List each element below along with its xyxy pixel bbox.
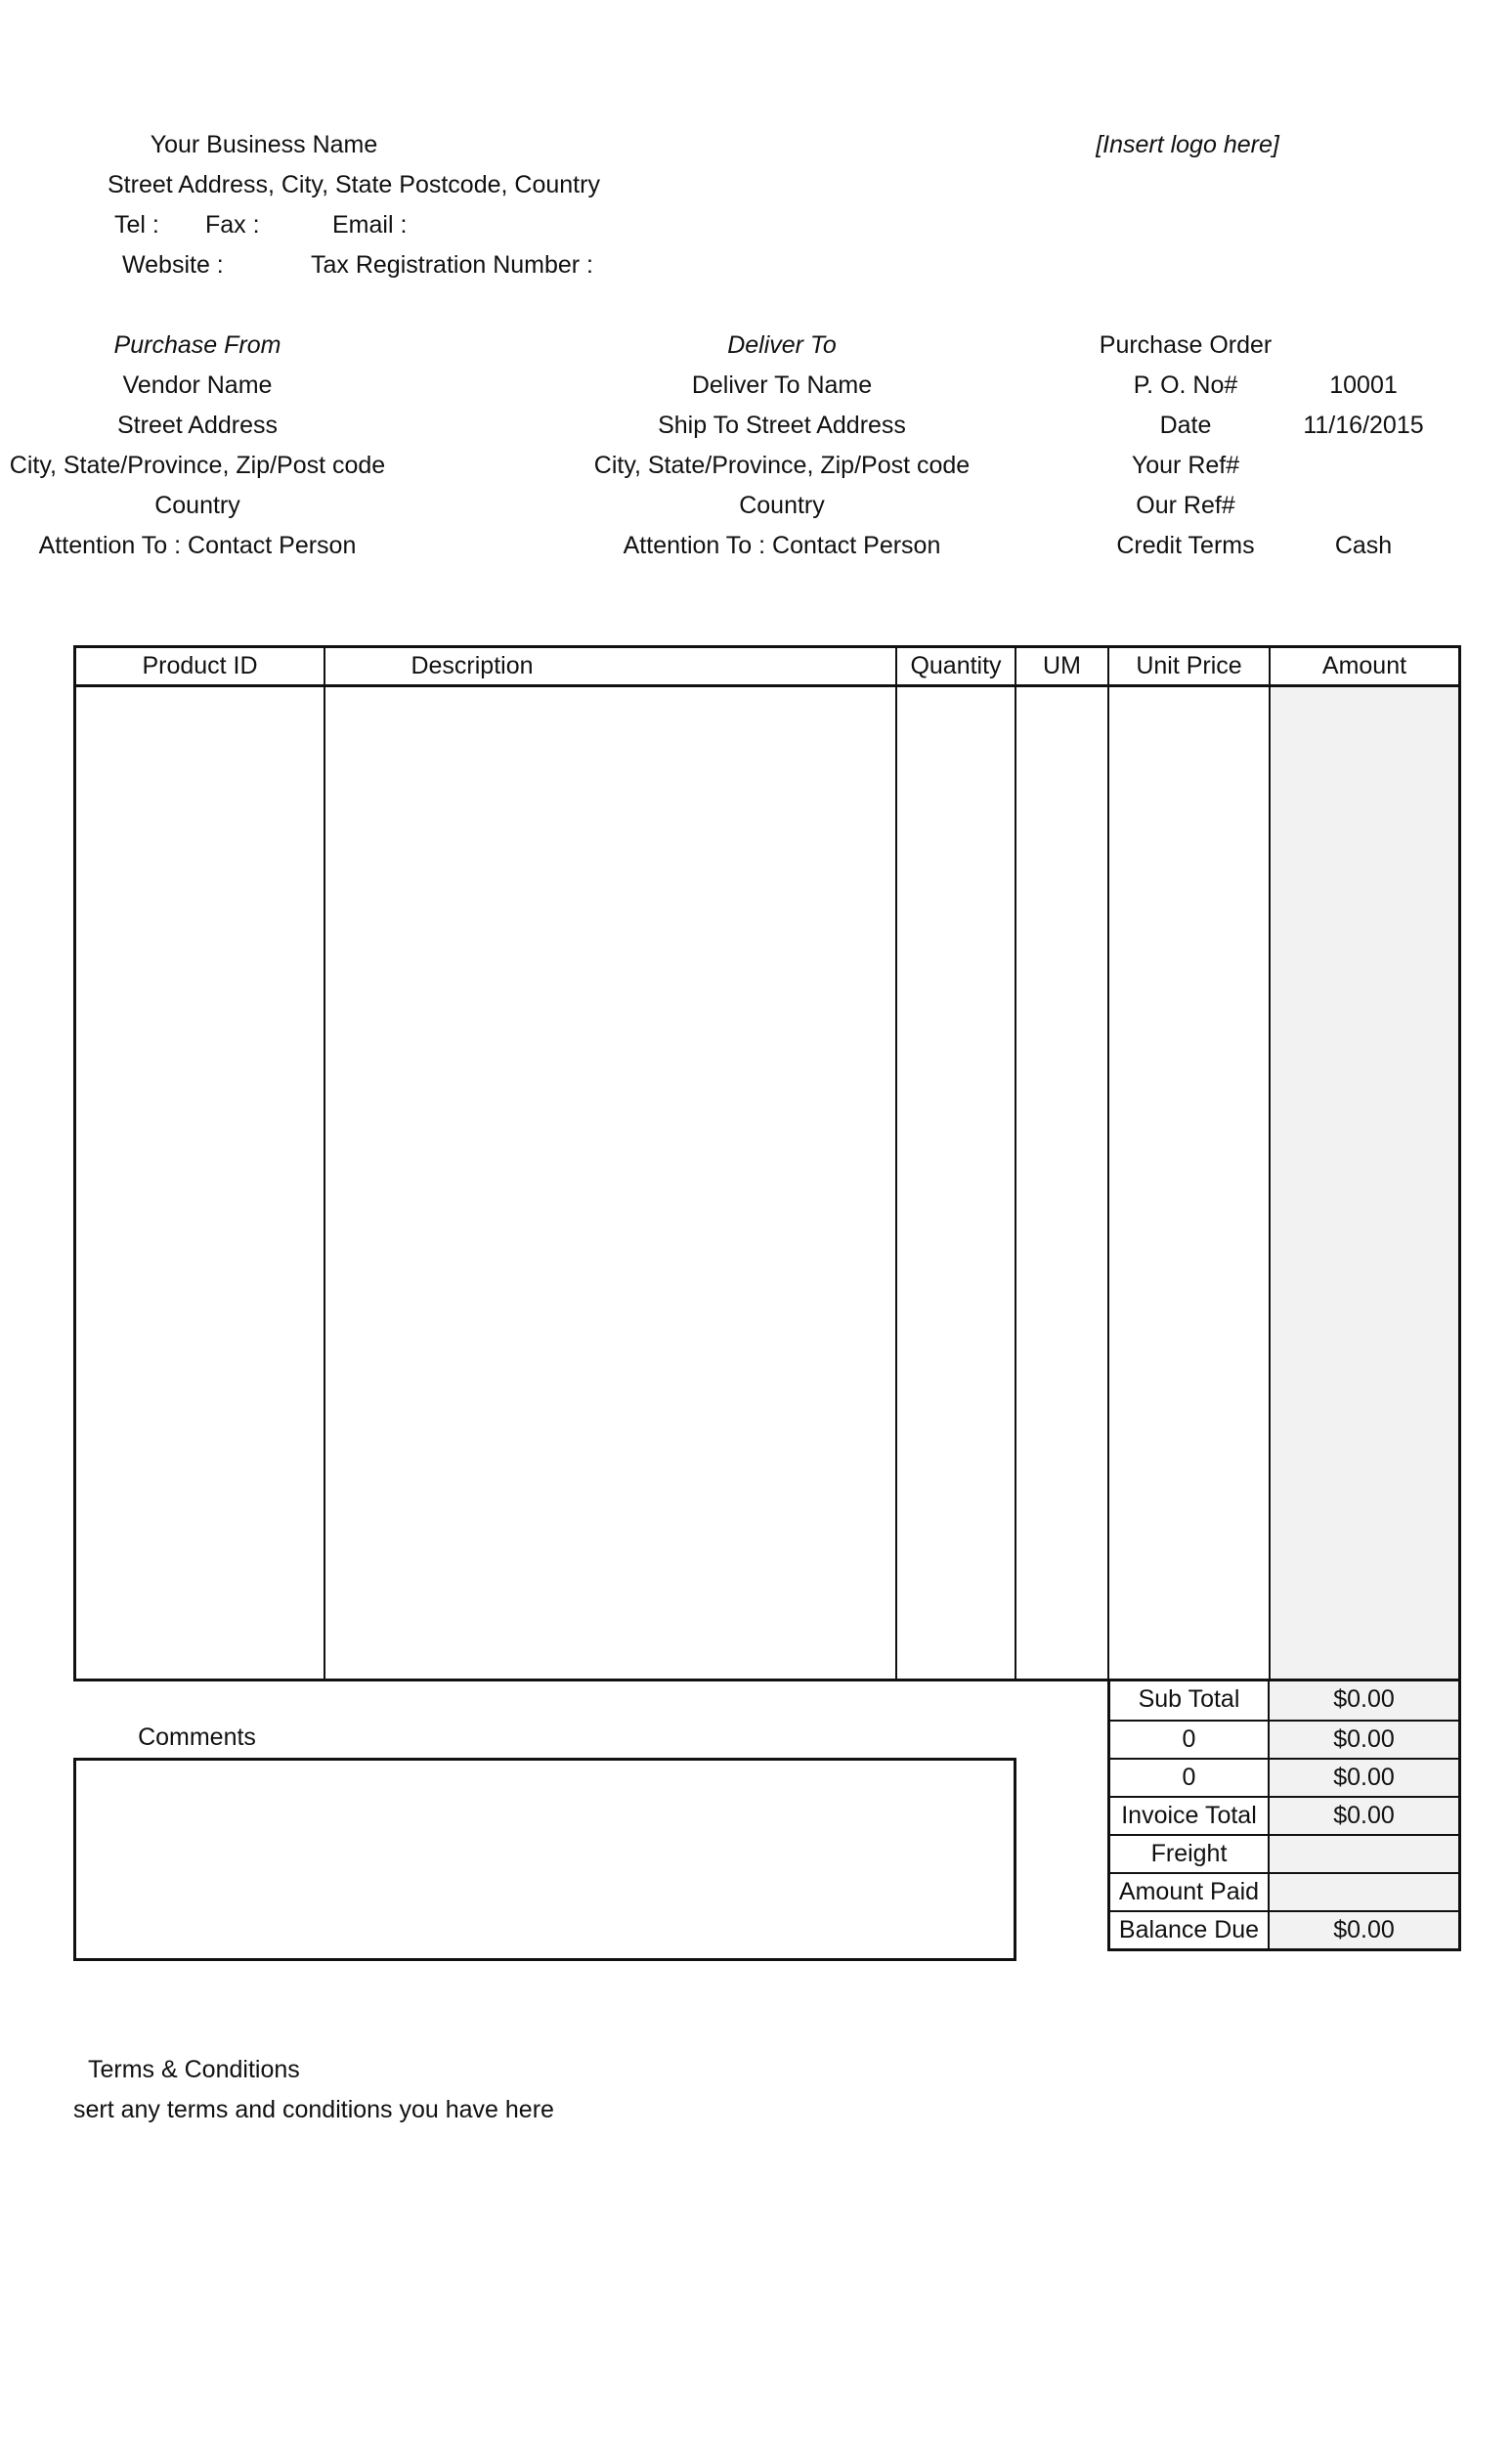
purchase-from-heading: Purchase From [113, 331, 281, 359]
totals-label: Sub Total [1110, 1681, 1270, 1720]
vendor-country: Country [154, 492, 240, 519]
email-label: Email : [332, 211, 408, 239]
totals-row-balance-due [1110, 1910, 1458, 1948]
deliver-to-city: City, State/Province, Zip/Post code [593, 452, 971, 479]
your-ref-label: Your Ref# [1131, 452, 1240, 479]
business-address: Street Address, City, State Postcode, Country [108, 171, 600, 198]
totals-value: $0.00 [1270, 1912, 1458, 1948]
credit-terms-label: Credit Terms [1116, 532, 1255, 559]
totals-value [1270, 1874, 1458, 1910]
vendor-name: Vendor Name [122, 371, 273, 399]
totals-label: Amount Paid [1110, 1874, 1270, 1910]
table-header-divider [76, 684, 1458, 687]
date-label: Date [1159, 412, 1212, 439]
column-header-description: Description [410, 652, 534, 679]
line-items-table [73, 645, 1461, 1681]
comments-box [73, 1758, 1016, 1961]
column-divider [895, 648, 897, 1679]
column-divider [1107, 648, 1109, 1679]
fax-label: Fax : [205, 211, 260, 239]
business-name: Your Business Name [150, 131, 378, 158]
totals-row-subtotal [1110, 1681, 1458, 1720]
column-divider [1269, 648, 1271, 1679]
totals-value: $0.00 [1270, 1681, 1458, 1720]
vendor-attention: Attention To : Contact Person [38, 532, 357, 559]
totals-label: Freight [1110, 1836, 1270, 1872]
date-value: 11/16/2015 [1303, 412, 1424, 439]
totals-row-freight [1110, 1834, 1458, 1872]
totals-label: Balance Due [1110, 1912, 1270, 1948]
column-header-product-id: Product ID [142, 652, 258, 679]
our-ref-label: Our Ref# [1136, 492, 1235, 519]
column-divider [324, 648, 325, 1679]
terms-text: sert any terms and conditions you have here [73, 2096, 554, 2123]
credit-terms-value: Cash [1334, 532, 1393, 559]
vendor-street: Street Address [117, 412, 278, 439]
amount-column-shade [1272, 687, 1458, 1679]
tel-label: Tel : [114, 211, 159, 239]
totals-block [1107, 1681, 1461, 1951]
totals-row-amount-paid [1110, 1872, 1458, 1910]
totals-row-invoice-total [1110, 1796, 1458, 1834]
totals-value: $0.00 [1270, 1760, 1458, 1796]
totals-value: $0.00 [1270, 1722, 1458, 1758]
column-divider [1015, 648, 1016, 1679]
vendor-city: City, State/Province, Zip/Post code [9, 452, 386, 479]
po-number-label: P. O. No# [1133, 371, 1238, 399]
comments-label: Comments [138, 1724, 256, 1751]
totals-label: 0 [1110, 1760, 1270, 1796]
totals-value [1270, 1836, 1458, 1872]
website-label: Website : [122, 251, 224, 279]
column-header-um: UM [1043, 652, 1081, 679]
deliver-to-street: Ship To Street Address [658, 412, 906, 439]
po-number-value: 10001 [1329, 371, 1398, 399]
deliver-to-heading: Deliver To [727, 331, 837, 359]
column-header-unit-price: Unit Price [1136, 652, 1242, 679]
totals-label: Invoice Total [1110, 1798, 1270, 1834]
totals-value: $0.00 [1270, 1798, 1458, 1834]
deliver-to-country: Country [739, 492, 825, 519]
totals-label: 0 [1110, 1722, 1270, 1758]
column-header-quantity: Quantity [910, 652, 1002, 679]
terms-heading: Terms & Conditions [88, 2056, 300, 2083]
totals-row-tax-2 [1110, 1758, 1458, 1796]
totals-row-tax-1 [1110, 1720, 1458, 1758]
deliver-to-attention: Attention To : Contact Person [623, 532, 941, 559]
logo-placeholder: [Insert logo here] [1096, 131, 1279, 158]
deliver-to-name: Deliver To Name [691, 371, 873, 399]
column-header-amount: Amount [1321, 652, 1407, 679]
tax-registration-label: Tax Registration Number : [311, 251, 594, 279]
purchase-order-title: Purchase Order [1099, 331, 1273, 359]
